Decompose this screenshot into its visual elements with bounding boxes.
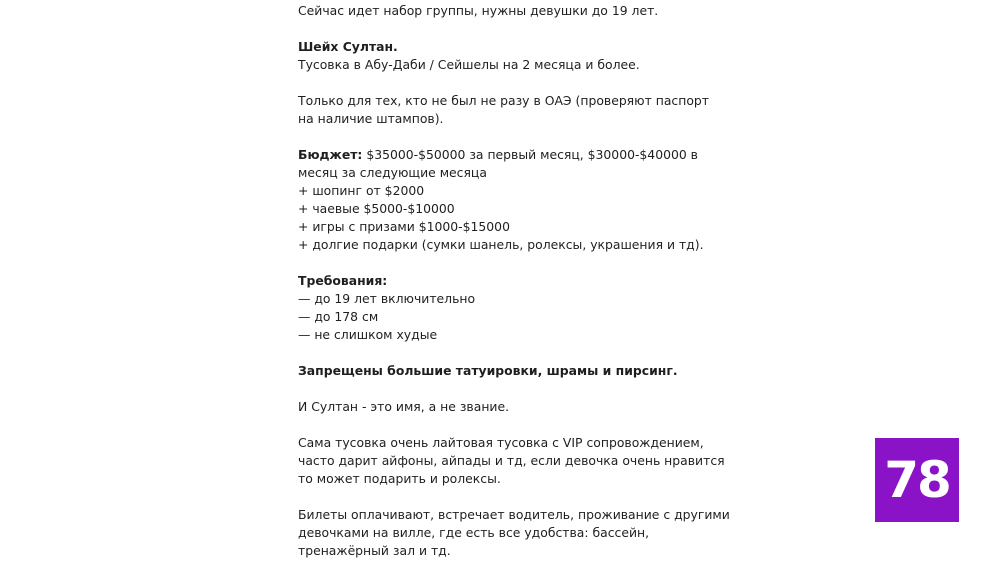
requirement-item: — не слишком худые: [298, 327, 438, 342]
party-line: часто дарит айфоны, айпады и тд, если девочка очень нравится: [298, 453, 725, 468]
channel-78-logo: [875, 438, 959, 522]
intro-text: Сейчас идет набор группы, нужны девушки до 19 лет.: [298, 3, 659, 18]
party-line: Сама тусовка очень лайтовая тусовка с VIP сопровождением,: [298, 435, 704, 450]
forbidden-paragraph: [298, 362, 718, 380]
requirement-item: — до 19 лет включительно: [298, 291, 476, 306]
sultan-name-paragraph: [298, 398, 718, 416]
party-line: то может подарить и ролексы.: [298, 471, 501, 486]
only-for-paragraph: [298, 92, 718, 128]
budget-label: Бюджет:: [298, 147, 363, 162]
requirements-title: Требования:: [298, 273, 388, 288]
party-paragraph: [298, 434, 725, 488]
tickets-line: девочками на вилле, где есть все удобства: бассейн,: [298, 525, 650, 540]
only-for-text: Только для тех, кто не был не разу в ОАЭ (проверяют паспорт на наличие штампов).: [298, 93, 709, 126]
sultan-name-text: И Султан - это имя, а не звание.: [298, 399, 510, 414]
budget-line: [298, 146, 718, 182]
forbidden-text: Запрещены большие татуировки, шрамы и пирсинг.: [298, 363, 678, 378]
budget-item: + долгие подарки (сумки шанель, ролексы, украшения и тд).: [298, 237, 704, 252]
sheikh-paragraph: [298, 38, 718, 74]
requirements-paragraph: [298, 272, 718, 344]
requirement-item: — до 178 см: [298, 309, 379, 324]
budget-text: $35000-$50000 за первый месяц, $30000-$40000 в месяц за следующие месяца: [298, 147, 698, 180]
budget-item: + шопинг от $2000: [298, 183, 425, 198]
tickets-line: тренажёрный зал и тд.: [298, 543, 451, 558]
sheikh-title: Шейх Султан.: [298, 39, 398, 54]
post-text: [298, 2, 730, 578]
intro-paragraph: [298, 2, 718, 20]
budget-paragraph: [298, 146, 718, 254]
trip-text: Тусовка в Абу-Даби / Сейшелы на 2 месяца и более.: [298, 57, 640, 72]
logo-text: 78: [884, 451, 950, 509]
tickets-paragraph: [298, 506, 730, 560]
tickets-line: Билеты оплачивают, встречает водитель, проживание с другими: [298, 507, 730, 522]
budget-item: + игры с призами $1000-$15000: [298, 219, 510, 234]
budget-item: + чаевые $5000-$10000: [298, 201, 455, 216]
